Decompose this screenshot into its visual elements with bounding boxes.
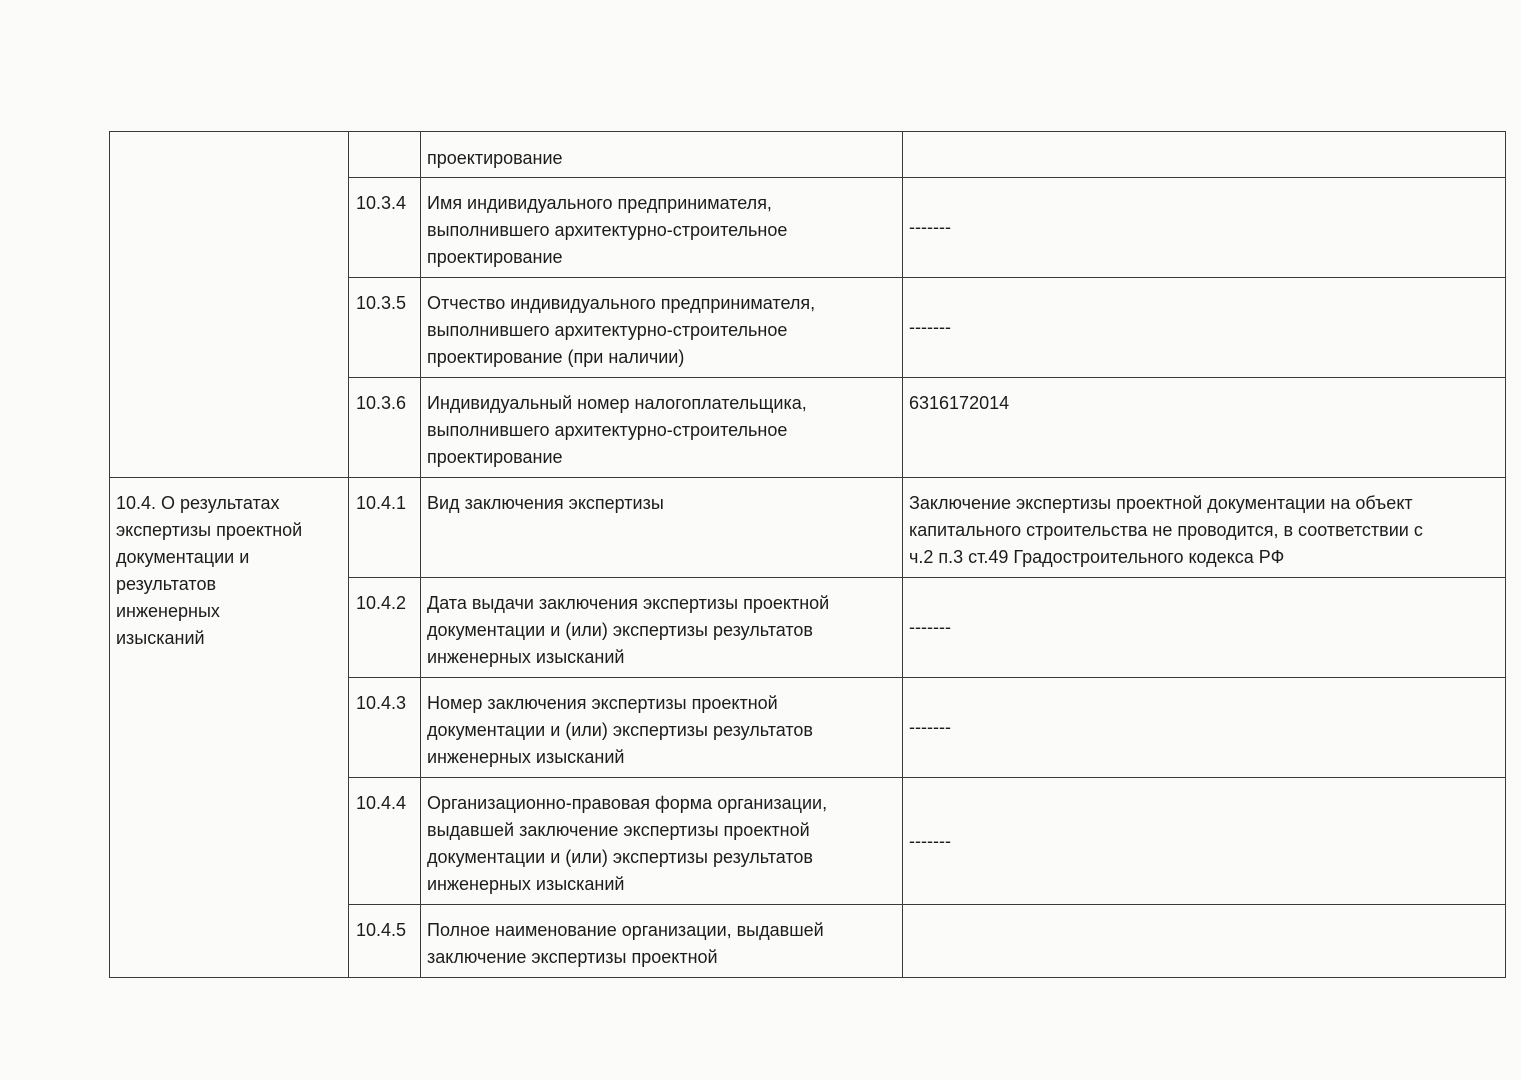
item-value [909, 905, 1499, 917]
item-label-cell [421, 478, 903, 578]
item-label-cell [421, 678, 903, 778]
item-label-cell [421, 905, 903, 978]
item-label-cell [421, 178, 903, 278]
item-label: Имя индивидуального предпринимателя, выполнившего архитектурно-строительное проектирование [427, 193, 788, 267]
item-value: ------- [909, 717, 951, 737]
item-label: Дата выдачи заключения экспертизы проектной документации и (или) экспертизы результатов инженерных изысканий [427, 593, 830, 667]
item-label-cell [421, 132, 903, 178]
item-number: 10.4.1 [356, 493, 407, 513]
item-value-cell [903, 178, 1506, 278]
item-number: 10.3.6 [356, 393, 407, 413]
item-label: Вид заключения экспертизы [427, 493, 664, 513]
section-cell-10-3 [110, 132, 349, 478]
item-label-cell [421, 578, 903, 678]
item-number: 10.4.5 [356, 920, 407, 940]
item-value-cell [903, 378, 1506, 478]
item-number: 10.4.3 [356, 693, 407, 713]
item-label: Полное наименование организации, выдавшей заключение экспертизы проектной [427, 920, 824, 967]
item-value: ------- [909, 830, 951, 851]
item-value-cell [903, 132, 1506, 178]
item-value-cell [903, 905, 1506, 978]
item-value-cell [903, 778, 1506, 905]
table-row [110, 478, 1506, 578]
item-number-cell [349, 178, 421, 278]
item-value-cell [903, 678, 1506, 778]
item-label: Организационно-правовая форма организации, выдавшей заключение экспертизы проектной документации и (или) экспертизы результатов инженерных изысканий [427, 793, 828, 894]
item-label: проектирование [427, 148, 563, 168]
item-number-cell [349, 132, 421, 178]
document-table [109, 131, 1506, 978]
item-value: ------- [909, 317, 951, 337]
item-number-cell [349, 778, 421, 905]
item-value: 6316172014 [909, 393, 1010, 413]
item-value-cell [903, 578, 1506, 678]
item-value [909, 132, 1499, 145]
item-number: 10.4.2 [356, 593, 407, 613]
item-label: Индивидуальный номер налогоплательщика, выполнившего архитектурно-строительное проектирование [427, 393, 807, 467]
item-number-cell [349, 678, 421, 778]
item-value: ------- [909, 617, 951, 637]
item-value-cell [903, 478, 1506, 578]
item-number-cell [349, 578, 421, 678]
section-cell-10-4 [110, 478, 349, 978]
item-number-cell [349, 478, 421, 578]
item-number-cell [349, 905, 421, 978]
item-value-cell [903, 278, 1506, 378]
item-value: ------- [909, 217, 951, 237]
item-label: Отчество индивидуального предпринимателя, выполнившего архитектурно-строительное проектирование (при наличии) [427, 293, 816, 367]
item-number-cell [349, 378, 421, 478]
item-label-cell [421, 278, 903, 378]
section-title: 10.4. О результатах экспертизы проектной документации и результатов инженерных изысканий [116, 493, 303, 648]
table-row [110, 132, 1506, 178]
item-label-cell [421, 778, 903, 905]
item-number: 10.3.5 [356, 293, 407, 313]
item-label-cell [421, 378, 903, 478]
item-number: 10.4.4 [356, 793, 407, 813]
item-value: Заключение экспертизы проектной документации на объект капитального строительства не проводится, в соответствии с ч.2 п.3 ст.49 Градостроительного кодекса РФ [909, 493, 1423, 567]
item-label: Номер заключения экспертизы проектной документации и (или) экспертизы результатов инженерных изысканий [427, 693, 813, 767]
item-number-cell [349, 278, 421, 378]
item-number: 10.3.4 [356, 193, 407, 213]
